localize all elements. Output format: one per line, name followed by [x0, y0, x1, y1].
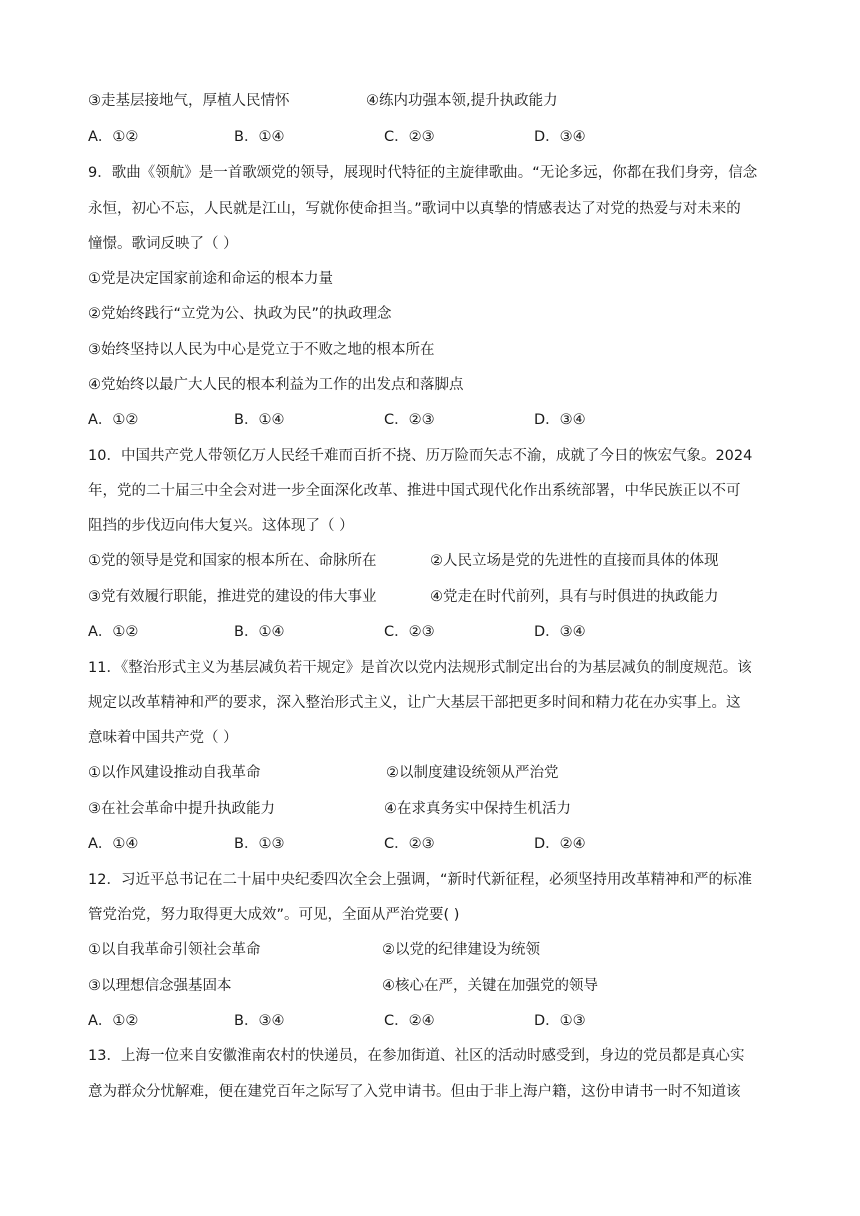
- option-d[interactable]: D．③④: [534, 412, 586, 428]
- q12-statement-4: ④核心在严，关键在加强党的领导: [382, 978, 598, 994]
- q9-statement-3: ③始终坚持以人民为中心是党立于不败之地的根本所在: [88, 342, 435, 358]
- option-b[interactable]: B．①③: [234, 836, 285, 852]
- q9-stem-line-3: 憧憬。歌词反映了（ ）: [88, 236, 238, 252]
- option-b[interactable]: B．①④: [234, 412, 285, 428]
- q11-statement-4: ④在求真务实中保持生机活力: [384, 801, 571, 817]
- option-b[interactable]: B．①④: [234, 129, 285, 145]
- q10-statement-3: ③党有效履行职能，推进党的建设的伟大事业: [88, 589, 377, 605]
- q13-stem-line-2: 意为群众分忧解难，便在建党百年之际写了入党申请书。但由于非上海户籍，这份申请书一时不知道该: [88, 1084, 741, 1100]
- q12-stem-line-2: 管党治党，努力取得更大成效”。可见，全面从严治党要( ): [88, 907, 460, 923]
- option-a[interactable]: A．①②: [88, 412, 139, 428]
- option-c[interactable]: C．②③: [384, 836, 435, 852]
- q11-statement-2: ②以制度建设统领从严治党: [386, 765, 559, 781]
- q11-stem-line-1: 11．《整治形式主义为基层减负若干规定》是首次以党内法规形式制定出台的为基层减负的制度规范。该: [88, 660, 752, 676]
- q10-statement-4: ④党走在时代前列，具有与时俱进的执政能力: [430, 589, 719, 605]
- q11-statement-3: ③在社会革命中提升执政能力: [88, 801, 275, 817]
- q9-stem-line-1: 9．歌曲《领航》是一首歌颂党的领导，展现时代特征的主旋律歌曲。“无论多远，你都在我们身旁，信念: [88, 165, 758, 181]
- q11-statement-1: ①以作风建设推动自我革命: [88, 765, 261, 781]
- q9-options: [88, 410, 788, 430]
- option-a[interactable]: A．①④: [88, 836, 139, 852]
- q12-options: [88, 1011, 788, 1031]
- q10-statement-1: ①党的领导是党和国家的根本所在、命脉所在: [88, 553, 377, 569]
- q10-statement-2: ②人民立场是党的先进性的直接而具体的体现: [430, 553, 719, 569]
- option-d[interactable]: D．①③: [534, 1013, 586, 1029]
- q9-statement-1: ①党是决定国家前途和命运的根本力量: [88, 271, 333, 287]
- option-c[interactable]: C．②③: [384, 412, 435, 428]
- q9-statement-4: ④党始终以最广大人民的根本利益为工作的出发点和落脚点: [88, 377, 464, 393]
- q10-stem-line-2: 年，党的二十届三中全会对进一步全面深化改革、推进中国式现代化作出系统部署，中华民族正以不可: [88, 483, 741, 499]
- q9-statement-2: ②党始终践行“立党为公、执政为民”的执政理念: [88, 306, 392, 322]
- q8-options: [88, 127, 788, 147]
- option-c[interactable]: C．②③: [384, 129, 435, 145]
- q10-options: [88, 622, 788, 642]
- option-b[interactable]: B．③④: [234, 1013, 285, 1029]
- option-a[interactable]: A．①②: [88, 129, 139, 145]
- option-d[interactable]: D．②④: [534, 836, 586, 852]
- q12-statement-1: ①以自我革命引领社会革命: [88, 942, 261, 958]
- option-c[interactable]: C．②④: [384, 1013, 435, 1029]
- option-d[interactable]: D．③④: [534, 129, 586, 145]
- option-b[interactable]: B．①④: [234, 624, 285, 640]
- q11-stem-line-2: 规定以改革精神和严的要求，深入整治形式主义，让广大基层干部把更多时间和精力花在办实事上。这: [88, 695, 741, 711]
- q12-statement-2: ②以党的纪律建设为统领: [382, 942, 540, 958]
- q12-statement-3: ③以理想信念强基固本: [88, 978, 232, 994]
- q8-statement-3: ③走基层接地气，厚植人民情怀: [88, 93, 290, 109]
- q11-stem-line-3: 意味着中国共产党（ ）: [88, 730, 238, 746]
- q12-stem-line-1: 12．习近平总书记在二十届中央纪委四次全会上强调，“新时代新征程，必须坚持用改革精神和严的标准: [88, 872, 752, 888]
- q11-options: [88, 834, 788, 854]
- q13-stem-line-1: 13．上海一位来自安徽淮南农村的快递员，在参加街道、社区的活动时感受到，身边的党员都是真心实: [88, 1048, 745, 1064]
- q9-stem-line-2: 永恒，初心不忘，人民就是江山，写就你使命担当。”歌词中以真挚的情感表达了对党的热爱与对未来的: [88, 201, 741, 217]
- option-a[interactable]: A．①②: [88, 624, 139, 640]
- option-c[interactable]: C．②③: [384, 624, 435, 640]
- option-d[interactable]: D．③④: [534, 624, 586, 640]
- q10-stem-line-3: 阻挡的步伐迈向伟大复兴。这体现了（ ）: [88, 518, 354, 534]
- q10-stem-line-1: 10．中国共产党人带领亿万人民经千难而百折不挠、历万险而矢志不渝，成就了今日的恢宏气象。2024: [88, 448, 753, 464]
- q8-statement-4: ④练内功强本领,提升执政能力: [366, 93, 558, 109]
- option-a[interactable]: A．①②: [88, 1013, 139, 1029]
